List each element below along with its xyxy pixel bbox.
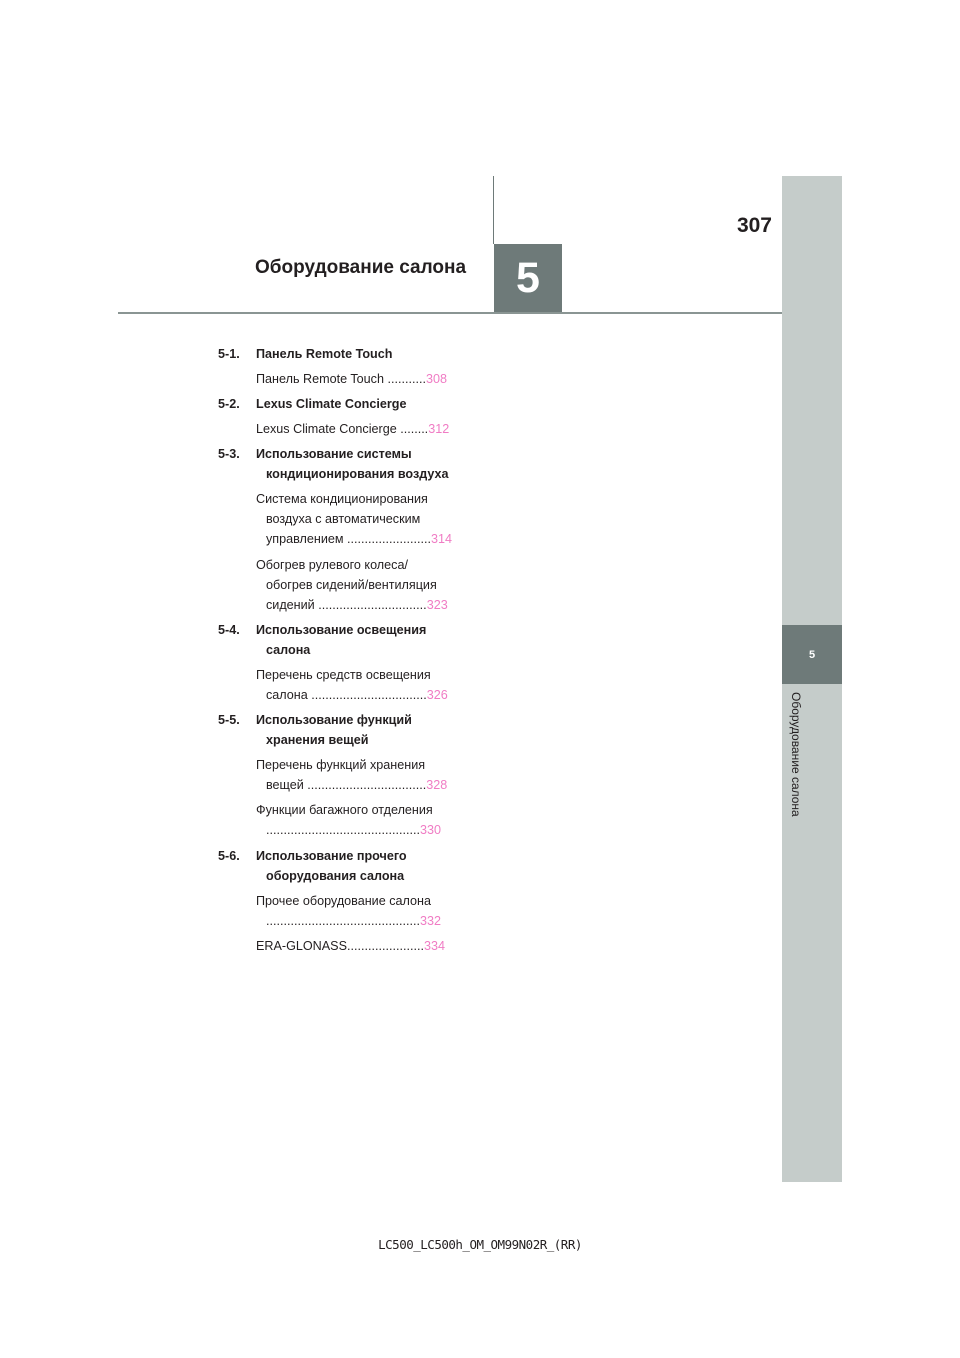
toc-section-title: Использование прочего <box>256 849 407 863</box>
toc-section-5-4[interactable] <box>218 620 426 660</box>
toc-entry-page[interactable]: 330 <box>419 823 441 837</box>
toc-entry-text: Прочее оборудование салона <box>256 894 431 908</box>
toc-entry[interactable] <box>256 419 468 439</box>
toc-section-number: 5-5. <box>218 713 240 727</box>
footer-doc-code: LC500_LC500h_OM_OM99N02R_(RR) <box>378 1237 582 1252</box>
toc-entry-page[interactable]: 314 <box>431 532 453 546</box>
toc-section-5-2[interactable] <box>218 394 406 414</box>
toc-entry-text: вещей .................................. <box>266 778 427 792</box>
toc-entry-text: Функции багажного отделения <box>256 803 433 817</box>
toc-entry[interactable] <box>256 489 468 549</box>
toc-section-number: 5-4. <box>218 623 240 637</box>
toc-entry-text: ............................................ <box>266 914 420 928</box>
toc-entry[interactable] <box>256 555 468 615</box>
toc-entry[interactable] <box>256 665 468 705</box>
header-divider-horizontal <box>118 312 782 314</box>
side-tab-number: 5 <box>808 648 816 661</box>
toc-entry-text: Система кондиционирования <box>256 492 428 506</box>
toc-entry-page[interactable]: 308 <box>425 372 447 386</box>
toc-entry-text: воздуха с автоматическим <box>266 512 421 526</box>
toc-entry-page[interactable]: 312 <box>428 422 450 436</box>
side-tab-label: Оборудование салона <box>789 692 803 817</box>
toc-section-5-3[interactable] <box>218 444 449 484</box>
toc-entry-text: Перечень средств освещения <box>256 668 431 682</box>
toc-entry-text: управлением ........................ <box>266 532 432 546</box>
toc-entry-text: Панель Remote Touch ........... <box>256 372 426 386</box>
toc-section-number: 5-6. <box>218 849 240 863</box>
toc-section-title-cont: хранения вещей <box>266 733 369 747</box>
toc-section-title: Использование функций <box>256 713 412 727</box>
toc-entry[interactable] <box>256 891 468 931</box>
chapter-number-box <box>494 244 562 313</box>
toc-section-number: 5-2. <box>218 397 240 411</box>
toc-entry-text: Обогрев рулевого колеса/ <box>256 558 408 572</box>
toc-section-title: Панель Remote Touch <box>256 347 393 361</box>
toc-entry[interactable] <box>256 369 468 389</box>
toc-entry-page[interactable]: 323 <box>426 598 448 612</box>
toc-entry-text: обогрев сидений/вентиляция <box>266 578 437 592</box>
toc-entry[interactable] <box>256 800 468 840</box>
toc-entry-text: ERA-GLONASS...................... <box>256 939 424 953</box>
toc-section-title-cont: оборудования салона <box>266 869 405 883</box>
toc-entry[interactable] <box>256 936 468 956</box>
header-divider-vertical <box>493 176 494 244</box>
toc-entry-text: ............................................ <box>266 823 420 837</box>
toc-entry-page[interactable]: 328 <box>426 778 448 792</box>
toc-entry-page[interactable]: 334 <box>423 939 445 953</box>
toc-section-number: 5-3. <box>218 447 240 461</box>
toc-section-title: Lexus Climate Concierge <box>256 397 407 411</box>
chapter-number: 5 <box>516 254 540 302</box>
toc-section-title-cont: салона <box>266 643 311 657</box>
page-number: 307 <box>736 214 772 237</box>
toc-section-title: Использование системы <box>256 447 412 461</box>
toc-section-title: Использование освещения <box>256 623 427 637</box>
toc-section-5-6[interactable] <box>218 846 407 886</box>
toc-section-title-cont: кондиционирования воздуха <box>266 467 449 481</box>
toc-section-5-5[interactable] <box>218 710 412 750</box>
toc-section-5-1[interactable] <box>218 344 392 364</box>
toc-entry-text: Перечень функций хранения <box>256 758 426 772</box>
toc-entry-text: сидений ............................... <box>266 598 427 612</box>
toc-entry-page[interactable]: 326 <box>426 688 448 702</box>
toc-entry[interactable] <box>256 755 468 795</box>
chapter-title: Оборудование салона <box>255 257 467 278</box>
toc-section-number: 5-1. <box>218 347 240 361</box>
toc-entry-text: Lexus Climate Concierge ........ <box>256 422 429 436</box>
toc-entry-page[interactable]: 332 <box>419 914 441 928</box>
side-tab-number-box <box>782 625 842 684</box>
toc-entry-text: салона ................................. <box>266 688 427 702</box>
